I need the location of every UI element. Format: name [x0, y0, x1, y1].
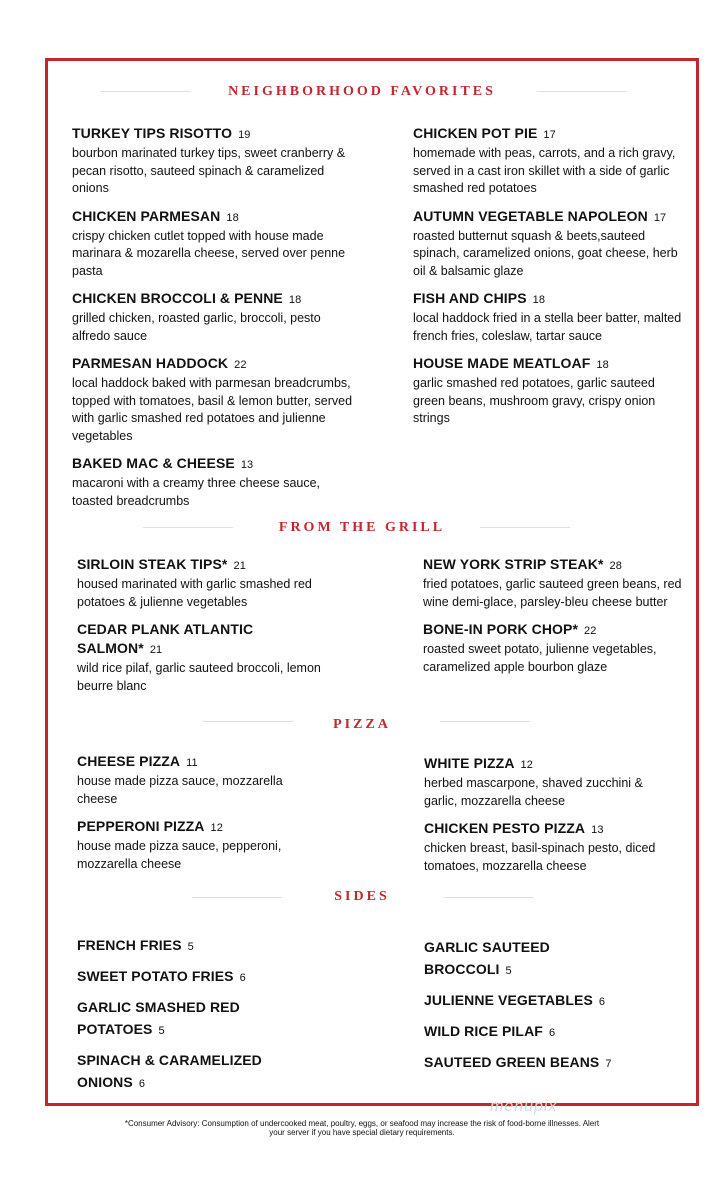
- menu-item-name: [77, 1049, 277, 1095]
- menu-item-description: macaroni with a creamy three cheese sauce, toasted breadcrumbs: [72, 476, 321, 508]
- menu-item-description: bourbon marinated turkey tips, sweet cranberry & pecan risotto, sauteed spinach & caramelized onions: [72, 146, 346, 195]
- menu-item-name: [413, 124, 685, 145]
- menu-item-name: [77, 996, 277, 1042]
- menu-item-price: 5: [158, 1025, 165, 1037]
- menu-item-name: [77, 555, 337, 576]
- menu-item-description: local haddock fried in a stella beer batter, malted french fries, coleslaw, tartar sauce: [413, 311, 682, 343]
- menu-item: [424, 819, 679, 875]
- menu-item-description: herbed mascarpone, shaved zucchini & garlic, mozzarella cheese: [424, 776, 643, 808]
- menu-item: [77, 996, 277, 1042]
- menu-item-price: 5: [187, 941, 194, 953]
- menu-item-price: 6: [598, 996, 606, 1008]
- menu-item-title: AUTUMN VEGETABLE NAPOLEON: [413, 207, 648, 224]
- menu-item: [413, 289, 685, 345]
- menu-item-description: crispy chicken cutlet topped with house made marinara & mozarella cheese, served over penne pasta: [72, 228, 346, 278]
- section-title-grill: FROM THE GRILL: [278, 520, 446, 535]
- menu-item-price: 18: [532, 294, 546, 306]
- menu-item-title: GARLIC SAUTEED BROCCOLI: [424, 939, 550, 977]
- menu-item-description: homemade with peas, carrots, and a rich gravy, served in a cast iron skillet with a side of garlic smashed red potatoes: [413, 146, 676, 195]
- menu-item-description: grilled chicken, roasted garlic, broccoli, pesto alfredo sauce: [72, 311, 321, 343]
- menu-item-price: 21: [149, 644, 163, 656]
- menu-item-description: local haddock baked with parmesan breadcrumbs, topped with tomatoes, basil & lemon butter, served with garlic smashed red potatoes and julienne vegetables: [72, 376, 353, 443]
- sides-right-column: [424, 936, 624, 1082]
- menu-item-description: house made pizza sauce, mozzarella cheese: [77, 774, 283, 806]
- menu-item-title: CHICKEN BROCCOLI & PENNE: [72, 290, 283, 306]
- sides-left-column: [77, 934, 277, 1102]
- menu-item-price: 19: [238, 129, 251, 141]
- menu-item-name: [423, 555, 685, 576]
- menu-item-price: 22: [584, 625, 597, 637]
- menu-item-description: roasted butternut squash & beets,sauteed spinach, caramelized onions, goat cheese, herb oil & balsamic glaze: [413, 228, 678, 278]
- menu-item-title: FISH AND CHIPS: [413, 290, 527, 306]
- menu-item-price: 18: [596, 359, 609, 371]
- menu-item: [423, 620, 685, 676]
- section-title-neighborhood: NEIGHBORHOOD FAVORITES: [228, 84, 496, 99]
- menu-item-title: SIRLOIN STEAK TIPS*: [77, 556, 228, 572]
- menu-item-title: BAKED MAC & CHEESE: [72, 455, 235, 471]
- menu-item-description: garlic smashed red potatoes, garlic sauteed green beans, mushroom gravy, crispy onion strings: [413, 376, 656, 425]
- menu-item-title: PARMESAN HADDOCK: [72, 355, 229, 371]
- menu-item-price: 17: [653, 211, 667, 224]
- menu-item-name: [424, 1051, 624, 1075]
- menu-item-name: [424, 819, 679, 840]
- menu-item: [413, 354, 685, 428]
- menu-item: [424, 1020, 624, 1044]
- menu-item-name: [423, 620, 685, 641]
- grill-right-column: [423, 555, 685, 685]
- menu-item-price: 6: [138, 1078, 146, 1090]
- menu-item-title: CHICKEN POT PIE: [413, 125, 538, 141]
- menu-item-title: CHICKEN PARMESAN: [72, 207, 221, 224]
- menu-item-name: [77, 965, 277, 989]
- menu-item-title: WHITE PIZZA: [424, 755, 515, 771]
- menu-item-name: [77, 934, 277, 958]
- menu-item-title: CHEESE PIZZA: [77, 753, 181, 769]
- pizza-left-column: [77, 752, 317, 882]
- menu-item-name: [424, 1020, 624, 1044]
- menu-item-name: [72, 124, 362, 145]
- menu-item-name: [72, 454, 362, 475]
- menu-item: [72, 289, 362, 345]
- menu-item-price: 11: [186, 757, 198, 769]
- menu-item-price: 18: [226, 211, 239, 224]
- menu-item-description: roasted sweet potato, julienne vegetables, caramelized apple bourbon glaze: [423, 642, 657, 674]
- pizza-right-column: [424, 754, 679, 884]
- menu-item-name: [413, 289, 685, 310]
- menu-item-description: chicken breast, basil-spinach pesto, diced tomatoes, mozzarella cheese: [424, 841, 656, 873]
- menu-item-title: NEW YORK STRIP STEAK*: [423, 556, 604, 572]
- menu-item-name: [413, 207, 685, 228]
- menu-item-price: 28: [609, 560, 622, 572]
- section-title-sides: SIDES: [334, 889, 390, 904]
- menu-item-name: [424, 936, 624, 982]
- menu-item: [424, 1051, 624, 1075]
- menu-item-title: GARLIC SMASHED RED POTATOES: [77, 999, 240, 1037]
- menu-item-price: 6: [239, 972, 246, 984]
- menu-item-description: wild rice pilaf, garlic sauteed broccoli, lemon beurre blanc: [77, 661, 321, 693]
- menu-item-title: WILD RICE PILAF: [424, 1023, 543, 1039]
- menu-item-price: 13: [591, 824, 604, 836]
- menu-item-price: 21: [233, 560, 246, 572]
- menu-item-description: house made pizza sauce, pepperoni, mozzarella cheese: [77, 839, 282, 871]
- menu-item-price: 12: [210, 822, 223, 834]
- menu-item-name: [424, 754, 679, 775]
- menu-item: [77, 817, 317, 873]
- menu-item-name: [77, 817, 317, 838]
- menu-item: [424, 989, 624, 1013]
- menu-item-price: 22: [234, 359, 247, 371]
- menu-item: [72, 124, 362, 198]
- watermark: menupix: [490, 1098, 558, 1115]
- section-title-pizza: PIZZA: [333, 717, 391, 732]
- menu-item: [77, 620, 337, 695]
- menu-item-name: [424, 989, 624, 1013]
- grill-left-column: [77, 555, 337, 704]
- menu-item: [424, 936, 624, 982]
- menu-item-price: 12: [520, 759, 533, 771]
- menu-item: [424, 754, 679, 810]
- neighborhood-left-column: [72, 124, 362, 519]
- menu-item-name: [72, 289, 362, 310]
- consumer-advisory: *Consumer Advisory: Consumption of undercooked meat, poultry, eggs, or seafood may increase the risk of food-borne illnesses. Alert your server if you have special dietary requirements.: [124, 1119, 600, 1137]
- menu-item-title: PEPPERONI PIZZA: [77, 818, 205, 834]
- menu-item-title: FRENCH FRIES: [77, 937, 182, 953]
- menu-item-price: 13: [240, 459, 254, 471]
- menu-item: [77, 1049, 277, 1095]
- menu-item-price: 7: [605, 1058, 612, 1070]
- menu-item: [423, 555, 685, 611]
- menu-item-name: [413, 354, 685, 375]
- menu-item: [72, 207, 362, 281]
- menu-item-title: HOUSE MADE MEATLOAF: [413, 355, 591, 371]
- menu-item: [413, 207, 685, 281]
- menu-item: [413, 124, 685, 198]
- menu-item-description: housed marinated with garlic smashed red potatoes & julienne vegetables: [77, 577, 312, 609]
- menu-item-title: CEDAR PLANK ATLANTIC SALMON*: [77, 621, 254, 656]
- menu-item-price: 5: [505, 965, 512, 977]
- neighborhood-right-column: [413, 124, 685, 437]
- menu-item-price: 17: [543, 129, 556, 141]
- menu-item-title: JULIENNE VEGETABLES: [424, 992, 593, 1008]
- menu-item-name: [77, 752, 317, 773]
- menu-item-description: fried potatoes, garlic sauteed green beans, red wine demi-glace, parsley-bleu cheese butter: [423, 577, 682, 609]
- menu-item: [72, 454, 362, 510]
- menu-item-price: 6: [548, 1027, 556, 1039]
- menu-item: [77, 752, 317, 808]
- menu-item-title: SPINACH & CARAMELIZED ONIONS: [77, 1052, 262, 1090]
- menu-item: [77, 555, 337, 611]
- menu-item: [72, 354, 362, 445]
- menu-item-title: TURKEY TIPS RISOTTO: [72, 125, 233, 141]
- menu-item: [77, 965, 277, 989]
- menu-item-title: CHICKEN PESTO PIZZA: [424, 820, 586, 836]
- menu-item-name: [72, 354, 362, 375]
- menu-item-price: 18: [288, 294, 302, 306]
- menu-item-title: SWEET POTATO FRIES: [77, 968, 234, 984]
- menu-item-name: [77, 620, 337, 660]
- menu-item-title: BONE-IN PORK CHOP*: [423, 621, 579, 637]
- menu-item: [77, 934, 277, 958]
- menu-item-title: SAUTEED GREEN BEANS: [424, 1054, 600, 1070]
- menu-item-name: [72, 207, 362, 228]
